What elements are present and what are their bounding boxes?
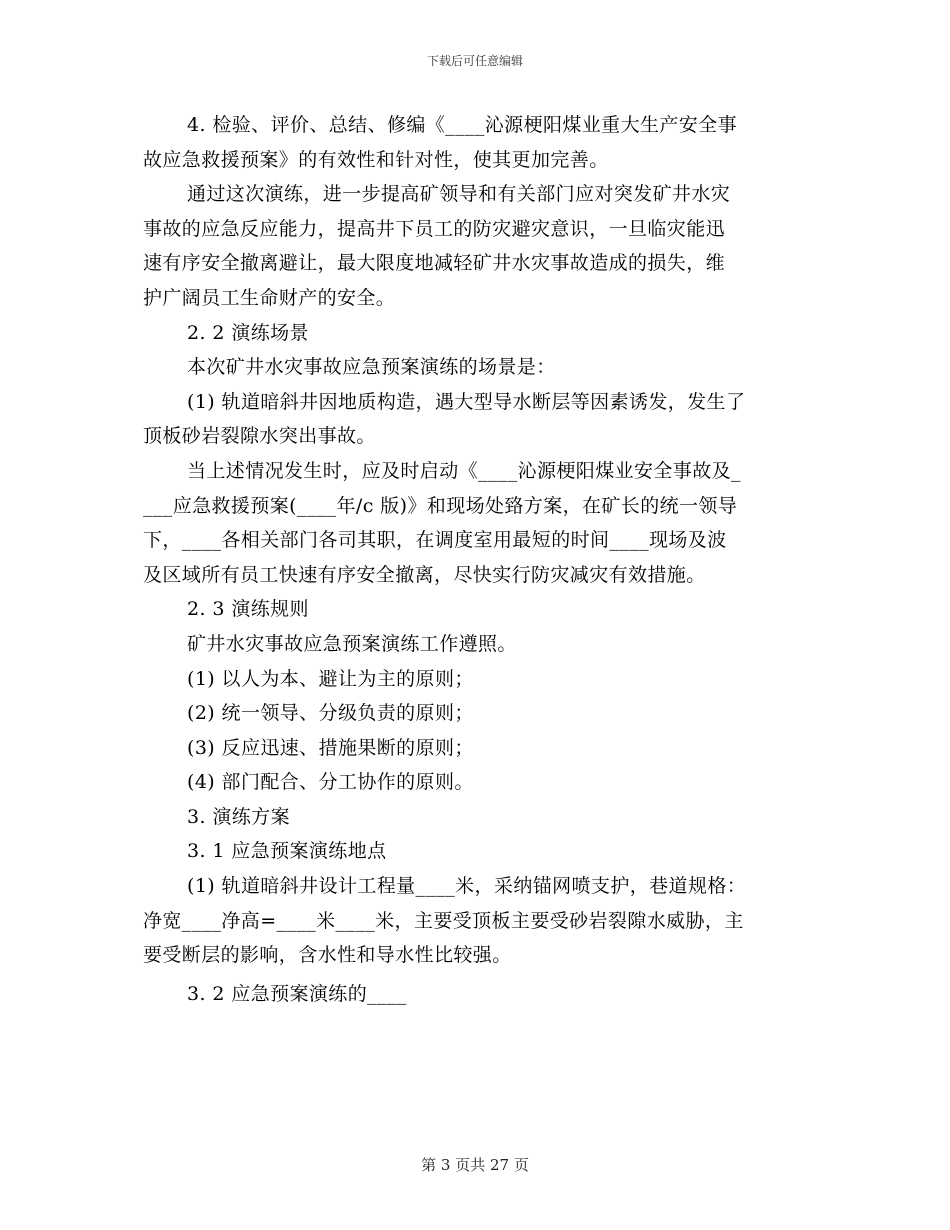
list-item: (4) 部门配合、分工协作的原则。 <box>187 771 474 794</box>
paragraph-line: 护广阔员工生命财产的安全。 <box>143 286 396 309</box>
paragraph-line: 速有序安全撤离避让，最大限度地减轻矿井水灾事故造成的损失，维 <box>143 252 726 275</box>
paragraph-line: 顶板砂岩裂隙水突出事故。 <box>143 425 376 448</box>
list-item: (2) 统一领导、分级负责的原则； <box>187 702 474 725</box>
paragraph-line: (1) 轨道暗斜井设计工程量____米，采纳锚网喷支护，巷道规格： <box>187 875 747 898</box>
paragraph-line: 当上述情况发生时，应及时启动《____沁源梗阳煤业安全事故及_ <box>187 459 741 482</box>
paragraph-line: 矿井水灾事故应急预案演练工作遵照。 <box>187 632 517 655</box>
section-heading: 3. 2 应急预案演练的____ <box>187 982 407 1005</box>
list-item: (3) 反应迅速、措施果断的原则； <box>187 736 474 759</box>
document-body <box>143 108 808 1011</box>
paragraph-line: 故应急救援预案》的有效性和针对性，使其更加完善。 <box>143 148 609 171</box>
section-heading: 3. 1 应急预案演练地点 <box>187 840 387 863</box>
list-item: (1) 以人为本、避让为主的原则； <box>187 667 474 690</box>
page-footer: 第 3 页共 27 页 <box>421 1156 529 1174</box>
paragraph-line: 通过这次演练，进一步提高矿领导和有关部门应对突发矿井水灾 <box>187 183 731 206</box>
paragraph-line: 本次矿井水灾事故应急预案演练的场景是： <box>187 356 556 379</box>
section-heading: 3. 演练方案 <box>187 805 290 828</box>
paragraph-line: 及区域所有员工快速有序安全撤离，尽快实行防灾减灾有效措施。 <box>143 563 706 586</box>
page-header: 下载后可任意编辑 <box>426 54 523 68</box>
section-heading: 2. 3 演练规则 <box>187 598 309 621</box>
paragraph-line: ___应急救援预案(____年/c 版)》和现场处臵方案，在矿长的统一领导 <box>143 494 738 517</box>
section-heading: 2. 2 演练场景 <box>187 321 309 344</box>
paragraph-line: 4. 检验、评价、总结、修编《____沁源梗阳煤业重大生产安全事 <box>187 114 737 136</box>
paragraph-line: 下，____各相关部门各司其职，在调度室用最短的时间____现场及波 <box>143 529 727 552</box>
paragraph-line: (1) 轨道暗斜井因地质构造，遇大型导水断层等因素诱发，发生了 <box>187 390 746 413</box>
paragraph-line: 事故的应急反应能力，提高井下员工的防灾避灾意识，一旦临灾能迅 <box>143 217 726 240</box>
paragraph-line: 净宽____净高=____米____米，主要受顶板主要受砂岩裂隙水威胁，主 <box>143 909 744 932</box>
paragraph-line: 要受断层的影响，含水性和导水性比较强。 <box>143 944 512 967</box>
